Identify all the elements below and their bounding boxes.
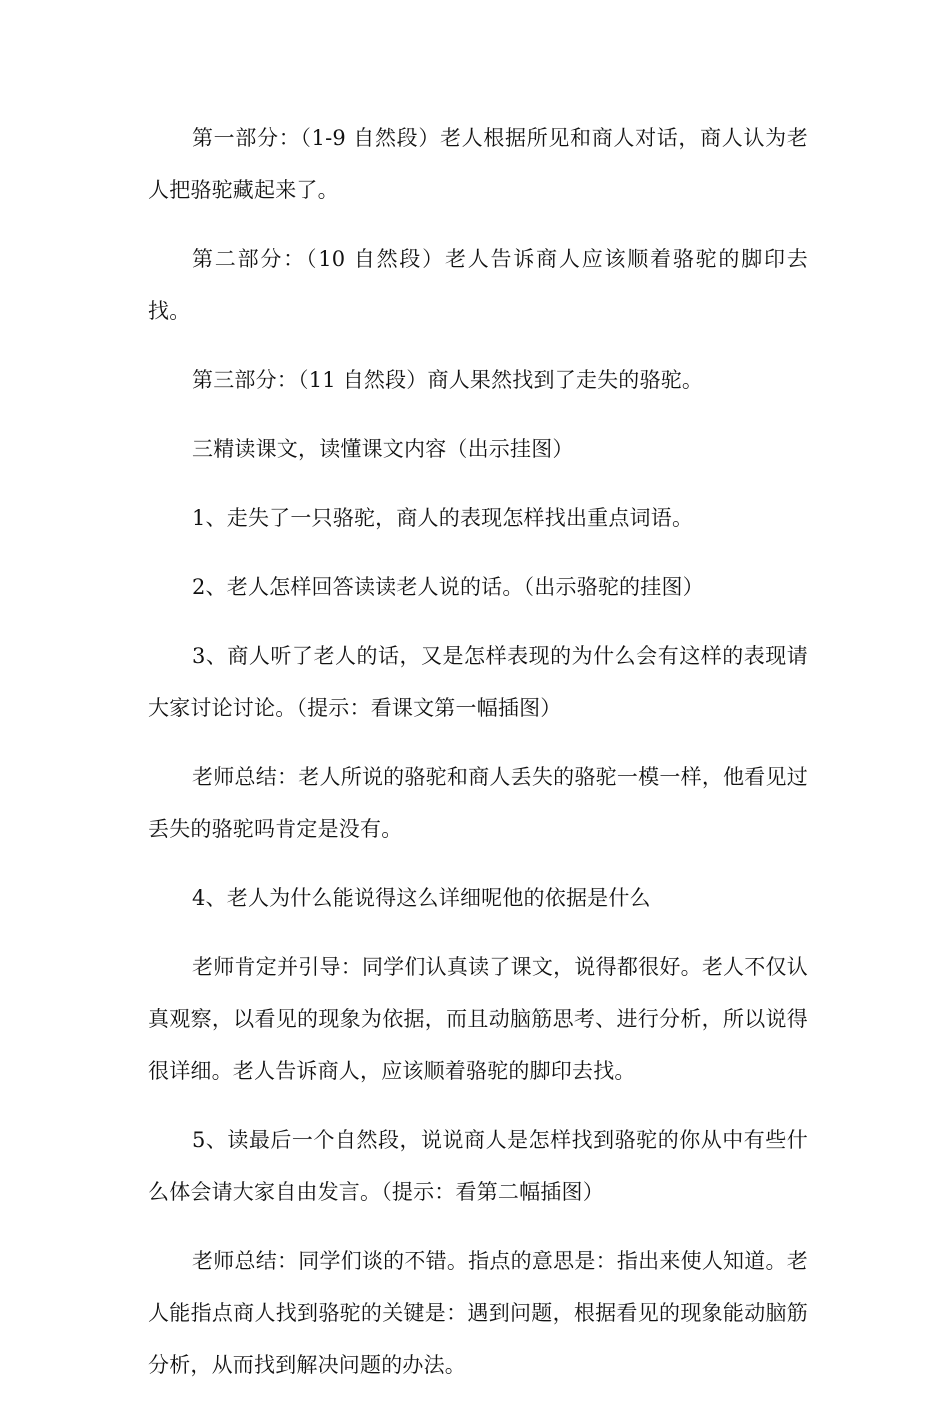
paragraph-teacher-summary-1: 老师总结：老人所说的骆驼和商人丢失的骆驼一模一样，他看见过丢失的骆驼吗肯定是没有。 bbox=[148, 765, 808, 841]
paragraph-question-2: 2、老人怎样回答读读老人说的话。（出示骆驼的挂图） bbox=[192, 575, 704, 599]
paragraph-section-heading: 三精读课文，读懂课文内容（出示挂图） bbox=[192, 437, 574, 461]
paragraph-teacher-guidance: 老师肯定并引导：同学们认真读了课文，说得都很好。老人不仅认真观察，以看见的现象为依据，而且动脑筋思考、进行分析，所以说得很详细。老人告诉商人，应该顺着骆驼的脚印去找。 bbox=[148, 955, 808, 1083]
paragraph-question-4: 4、老人为什么能说得这么详细呢他的依据是什么 bbox=[192, 886, 651, 910]
paragraph-question-1: 1、走失了一只骆驼，商人的表现怎样找出重点词语。 bbox=[192, 506, 694, 530]
paragraph-part-three: 第三部分：（11 自然段）商人果然找到了走失的骆驼。 bbox=[192, 368, 704, 392]
paragraph-part-two: 第二部分：（10 自然段）老人告诉商人应该顺着骆驼的脚印去找。 bbox=[148, 247, 808, 323]
document-body bbox=[148, 112, 808, 1408]
paragraph-teacher-summary-2: 老师总结：同学们谈的不错。指点的意思是：指出来使人知道。老人能指点商人找到骆驼的关键是：遇到问题，根据看见的现象能动脑筋分析，从而找到解决问题的办法。 bbox=[148, 1249, 808, 1377]
paragraph-question-5: 5、读最后一个自然段，说说商人是怎样找到骆驼的你从中有些什么体会请大家自由发言。（提示：看第二幅插图） bbox=[148, 1128, 808, 1204]
paragraph-question-3: 3、商人听了老人的话，又是怎样表现的为什么会有这样的表现请大家讨论讨论。（提示：看课文第一幅插图） bbox=[148, 644, 808, 720]
paragraph-part-one: 第一部分：（1-9 自然段）老人根据所见和商人对话，商人认为老人把骆驼藏起来了。 bbox=[148, 126, 808, 202]
